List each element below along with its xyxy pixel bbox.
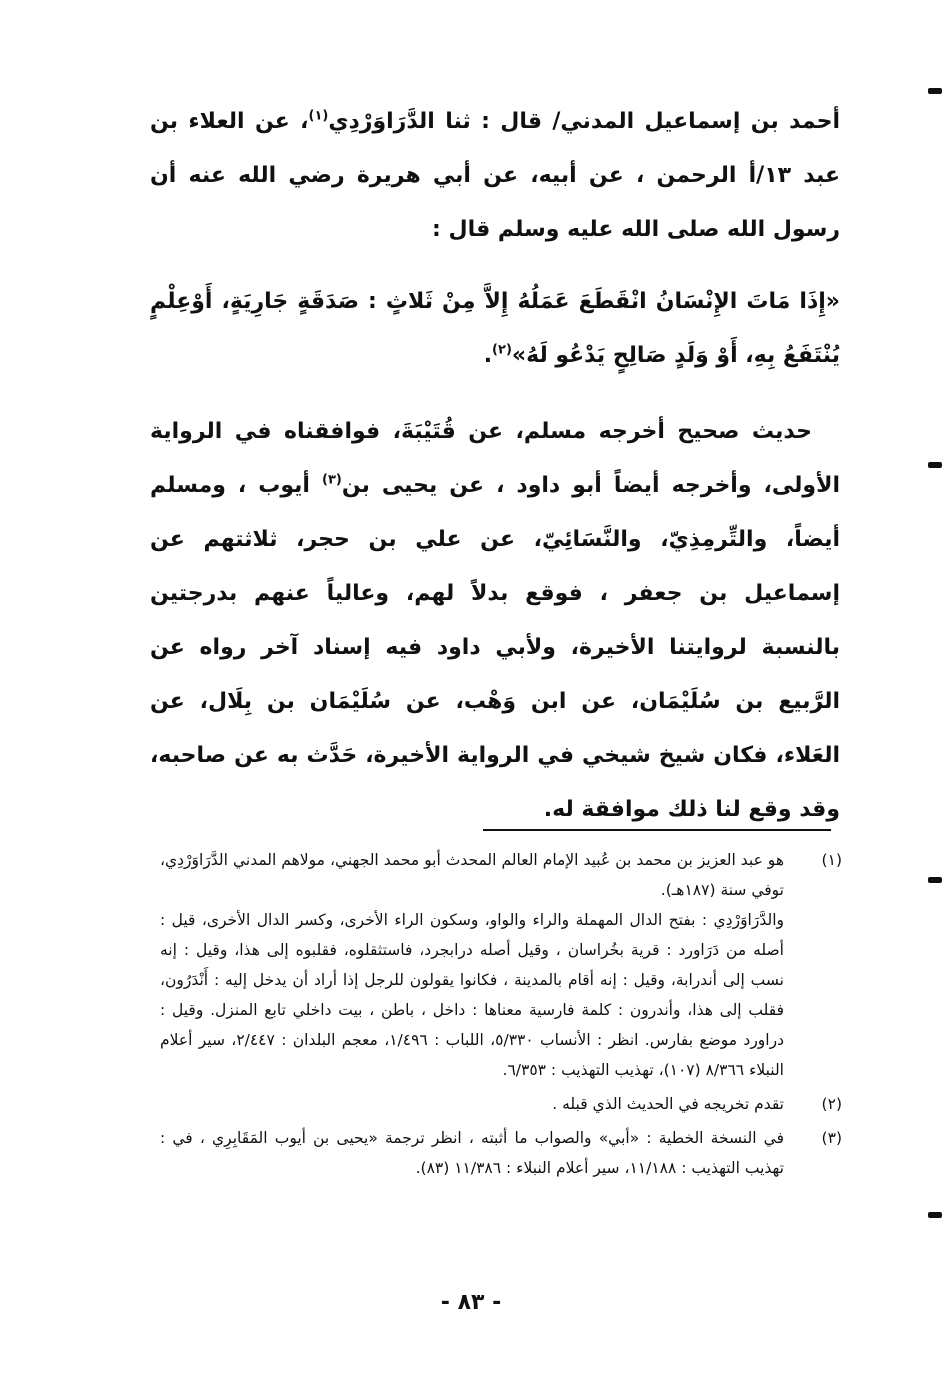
isnad-text-cont: ، عن العلاء بن عبد ١٣/أ الرحمن ، عن أبيه، عن أبي هريرة رضي الله عنه أن رسول الله صلى الله عليه وسلم قال : — [150, 109, 840, 242]
footnotes — [160, 845, 842, 1187]
footnote-number: (١) — [821, 851, 842, 869]
footnote-text: في النسخة الخطية : «أبي» والصواب ما أثبته ، انظر ترجمة «يحيى بن أيوب المَقَابِرِي ، في : تهذيب التهذيب : ١١/١٨٨، سير أعلام النبلاء : ١١/٣٨٦ (٨٣). — [160, 1129, 784, 1177]
margin-mark — [928, 88, 942, 94]
footnote-ref-2: (٢) — [492, 342, 512, 358]
isnad-text: أحمد بن إسماعيل المدني/ قال : ثنا الدَّرَاوَرْدِي — [328, 109, 840, 134]
footnote-ref-1: (١) — [308, 108, 329, 124]
footnote-3 — [160, 1123, 842, 1183]
footnote-ref-3: (٣) — [321, 472, 342, 488]
paragraph-isnad — [150, 95, 840, 257]
takhrij-text-b: أيوب ، ومسلم أيضاً، والتِّرمِذِيّ، والنَّسَائِيّ، عن علي بن حجر، ثلاثتهم عن إسماعيل بن جعفر ، فوقع بدلاً لهم، وعالياً عنهم بدرجتين بالنسبة لروايتنا الأخيرة، ولأبي داود فيه إسناد آخر رواه عن الرَّبيع بن سُلَيْمَان، عن ابن وَهْب، عن سُلَيْمَان بن بِلَال، عن العَلاء، فكان شيخ شيخي في الرواية الأخيرة، حَدَّث به عن صاحبه، وقد وقع لنا ذلك موافقة له. — [150, 473, 840, 822]
main-text — [150, 95, 840, 837]
takhrij-text-a: حديث صحيح أخرجه مسلم، عن قُتَيْبَةَ، فوافقناه في الرواية الأولى، وأخرجه أيضاً أبو داود ، عن يحيى بن — [150, 419, 840, 498]
page-number: - ٨٣ - — [440, 1290, 502, 1315]
footnote-1 — [160, 845, 842, 1085]
margin-mark — [928, 462, 942, 468]
footnote-text: هو عبد العزيز بن محمد بن عُبيد الإمام العالم المحدث أبو محمد الجهني، مولاهم المدني الدَّرَاوَرْدِي، توفي سنة (١٨٧هـ). — [160, 851, 784, 899]
margin-mark — [928, 877, 942, 883]
paragraph-takhrij — [150, 405, 840, 837]
footnote-text: والدَّرَاوَرْدِي : بفتح الدال المهملة والراء والواو، وسكون الراء الأخرى، وكسر الدال الأخرى، قيل : أصله من دَرَاورد : قرية بخُراسان ، وقيل أصله درابجرد، فاستثقلوه، فقلبوه إلى هذا، وقيل : إنه نسب إلى أندرابة، وقيل : إنه أقام بالمدينة ، فكانوا يقولون للرجل إذا أراد أن يدخل إليه : أَنْدَرُون، فقلب إلى هذا، وأندرون : كلمة فارسية معناها : داخل ، باطن ، بيت داخلي تابع المنزل. وقيل : دراورد موضع بفارس. انظر : الأنساب ٥/٣٣٠، اللباب : ١/٤٩٦، معجم البلدان : ٢/٤٤٧، سير أعلام النبلاء ٨/٣٦٦ (١٠٧)، تهذيب التهذيب : ٦/٣٥٣. — [160, 911, 784, 1079]
margin-mark — [928, 1212, 942, 1218]
footnote-number: (٢) — [821, 1095, 842, 1113]
footnote-divider — [483, 829, 831, 831]
footnote-text: تقدم تخريجه في الحديث الذي قبله . — [552, 1095, 784, 1113]
hadith-text — [150, 275, 840, 383]
footnote-number: (٣) — [821, 1129, 842, 1147]
hadith-end: . — [483, 343, 493, 368]
footnote-2 — [160, 1089, 842, 1119]
hadith-matn: «إِذَا مَاتَ الإِنْسَانُ انْقَطَعَ عَمَلُهُ إِلاَّ مِنْ ثَلاثٍ : صَدَقَةٍ جَارِيَةٍ، أَوْعِلْمٍ يُنْتَفَعُ بِهِ، أَوْ وَلَدٍ صَالِحٍ يَدْعُو لَهُ» — [150, 289, 840, 368]
